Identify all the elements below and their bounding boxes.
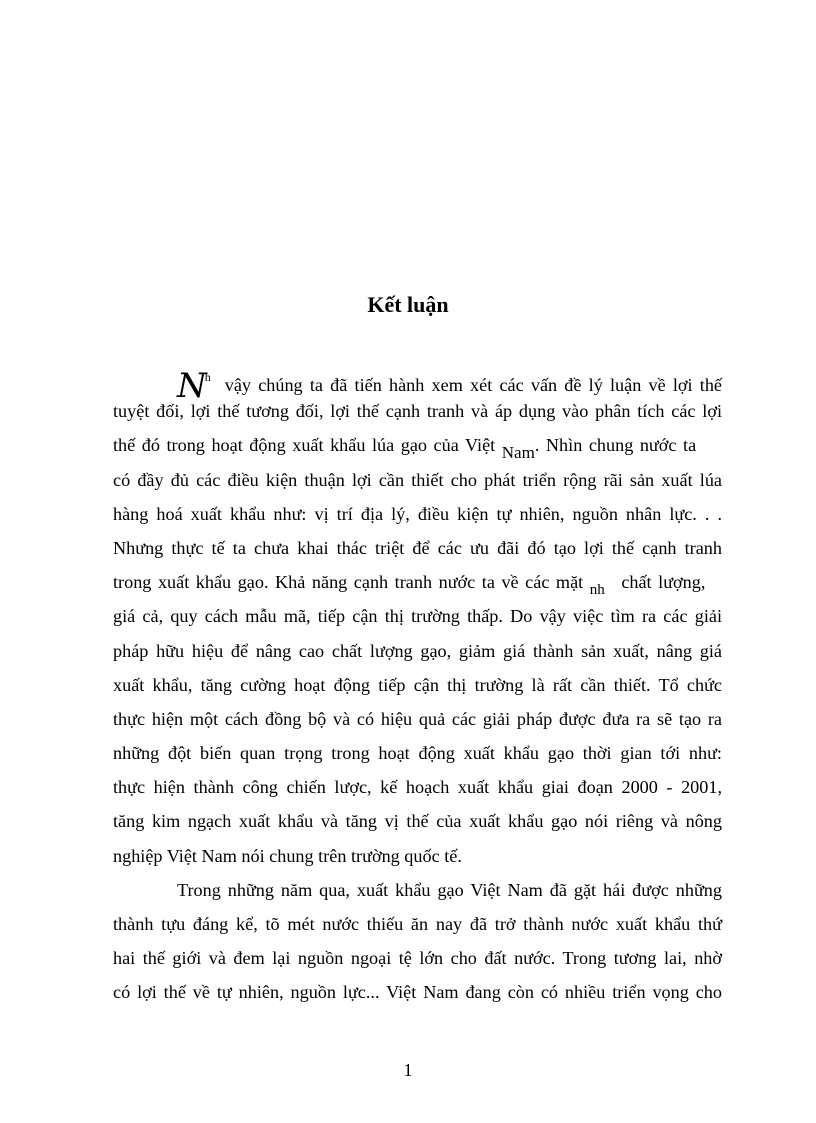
text-line [113,428,722,462]
text-line: giá cả, quy cách mẫu mã, tiếp cận thị trường thấp. Do vậy việc tìm ra các giải [113,606,722,627]
text-line: hai thế giới và đem lại nguồn ngoại tệ lớn cho đất nước. Trong tương lai, nhờ [113,948,722,969]
text-line: những đột biến quan trọng trong hoạt động xuất khẩu gạo thời gian tới như: [113,743,722,764]
text-line: Trong những năm qua, xuất khẩu gạo Việt Nam đã gặt hái được những [177,879,722,900]
text-subscript: Nam [501,443,535,463]
text-subscript: nh [589,582,605,599]
page-title: Kết luận [367,292,449,317]
text-line: nghiệp Việt Nam nói chung trên trường quốc tế. [113,845,462,866]
text-line: thực hiện một cách đồng bộ và có hiệu quả các giải pháp được đưa ra sẽ tạo ra [113,708,722,729]
text-segment: trong xuất khẩu gạo. Khả năng cạnh tranh nước ta về các mặt [113,572,584,593]
text-line: xuất khẩu, tăng cường hoạt động tiếp cận thị trường là rất cần thiết. Tổ chức [113,674,722,695]
text-segment: . Nhìn chung nước ta [534,435,697,456]
document-body [113,360,722,1010]
text-segment: vậy chúng ta đã tiến hành xem xét các vấn đề lý luận về lợi thế [224,375,722,395]
drop-cap-suffix: h [204,370,211,384]
text-line: tăng kim ngạch xuất khẩu và tăng vị thế của xuất khẩu gạo nói riêng và nông [113,811,722,832]
text-line: pháp hữu hiệu để nâng cao chất lượng gạo, giảm giá thành sản xuất, nâng giá [113,640,722,661]
text-line [177,360,722,406]
text-segment: thế đó trong hoạt động xuất khẩu lúa gạo của Việt [113,435,496,456]
paragraph-2 [113,873,722,1010]
paragraph-1 [113,360,722,873]
text-line: có đầy đủ các điều kiện thuận lợi cần thiết cho phát triển rộng rãi sản xuất lúa [113,469,722,490]
text-line: hàng hoá xuất khẩu như: vị trí địa lý, điều kiện tự nhiên, nguồn nhân lực. . . [113,503,722,524]
text-line: Nhưng thực tế ta chưa khai thác triệt để các ưu đãi đó tạo lợi thế cạnh tranh [113,537,722,558]
text-line: có lợi thế về tự nhiên, nguồn lực... Việt Nam đang còn có nhiều triển vọng cho [113,982,722,1003]
page-number: 1 [403,1060,413,1080]
text-line: thành tựu đáng kể, tõ mét nước thiếu ăn nay đã trở thành nước xuất khẩu thứ [113,914,722,934]
text-segment: chất lượng, [621,572,706,593]
text-line [113,565,722,599]
text-line: tuyệt đối, lợi thế tương đối, lợi thế cạnh tranh và áp dụng vào phân tích các lợi [113,401,722,422]
text-line: thực hiện thành công chiến lược, kế hoạch xuất khẩu giai đoạn 2000 - 2001, [113,777,722,798]
drop-cap-letter: N [177,366,205,406]
